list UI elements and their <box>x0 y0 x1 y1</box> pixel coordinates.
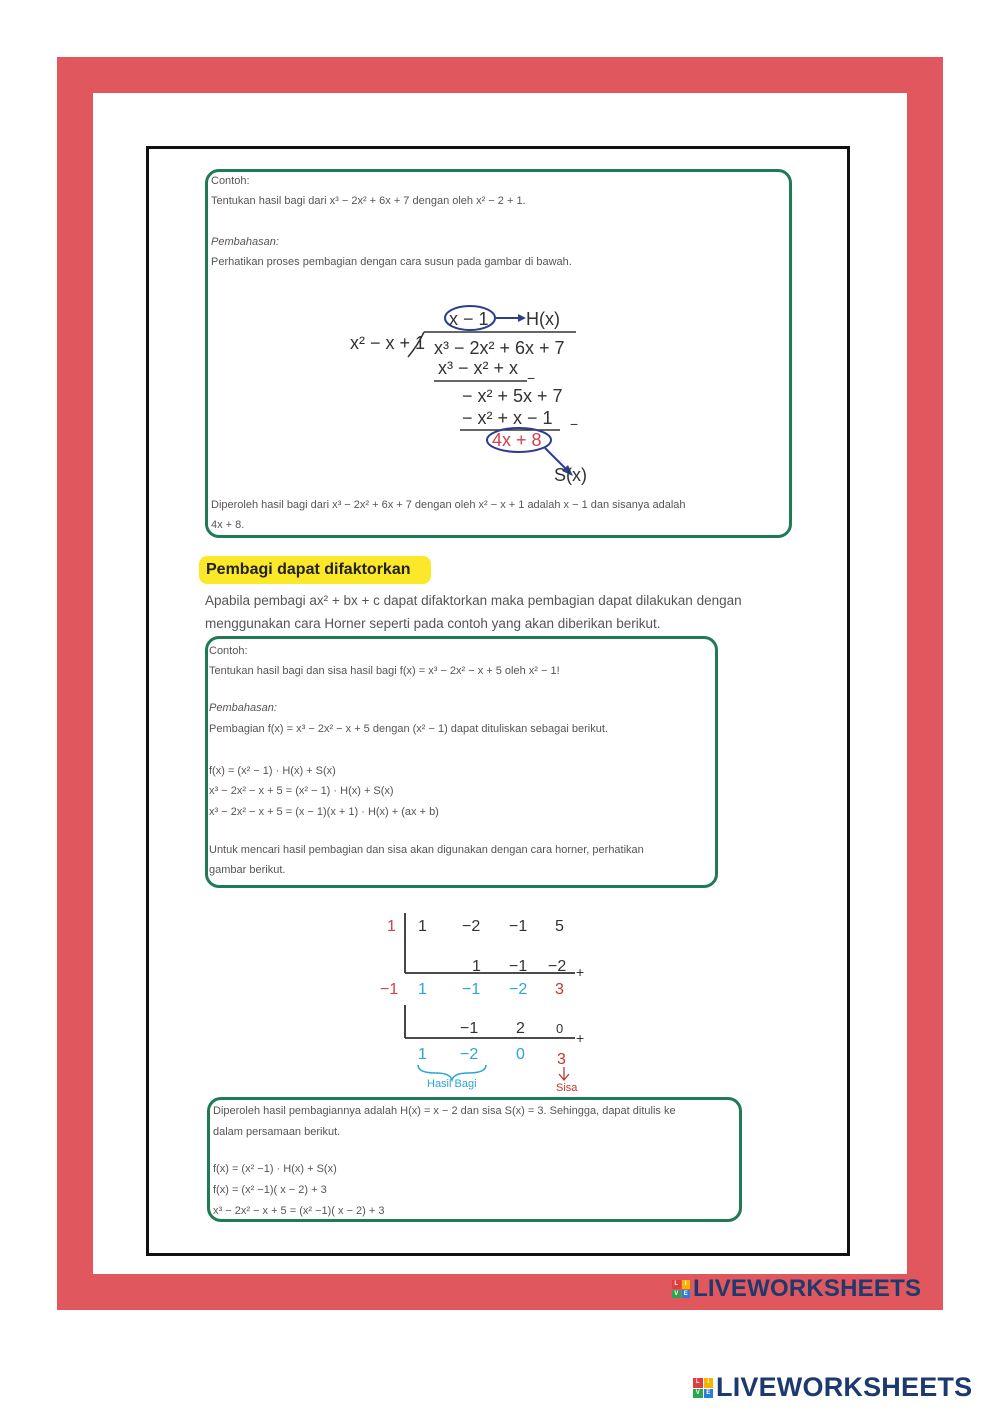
example1-instruction: Perhatikan proses pembagian dengan cara susun pada gambar di bawah. <box>211 256 572 268</box>
conclusion-eq1: f(x) = (x² −1) · H(x) + S(x) <box>213 1163 337 1175</box>
quotient-name: H(x) <box>526 309 560 329</box>
step1-minus-sign: − <box>527 370 536 386</box>
conclusion-eq2: f(x) = (x² −1)( x − 2) + 3 <box>213 1184 327 1196</box>
horner-r1-sum-1: −1 <box>462 981 481 998</box>
horner-plus-2: + <box>576 1030 585 1046</box>
horner-r2-sum-3: 3 <box>557 1051 566 1068</box>
section-paragraph-line2: menggunakan cara Horner seperti pada contoh yang akan diberikan berikut. <box>205 616 661 631</box>
logo-letter-l-bottom: L <box>693 1378 703 1388</box>
horner-r2-prod-0: −1 <box>460 1020 479 1037</box>
horner-r1-sum-3: 3 <box>555 981 564 998</box>
conclusion-line1: Diperoleh hasil pembagiannya adalah H(x) = x − 2 dan sisa S(x) = 3. Sehingga, dapat ditulis ke <box>213 1105 676 1117</box>
horner-r1-prod-1: −1 <box>509 958 528 975</box>
horner-remainder-label: Sisa <box>556 1082 578 1094</box>
logo-letter-i: I <box>682 1280 691 1289</box>
example2-eq2: x³ − 2x² − x + 5 = (x² − 1) · H(x) + S(x) <box>209 785 394 797</box>
logo-letter-v-bottom: V <box>693 1389 703 1399</box>
example1-result-line2: 4x + 8. <box>211 519 245 531</box>
horner-coef-0: 1 <box>418 918 427 935</box>
liveworksheets-watermark-bottom: LIVEWORKSHEETS <box>716 1372 973 1402</box>
horner-figure <box>370 905 600 1097</box>
horner-r2-sum-0: 1 <box>418 1046 427 1063</box>
liveworksheets-logo-icon <box>672 1280 690 1298</box>
example2-eq1: f(x) = (x² − 1) · H(x) + S(x) <box>209 765 336 777</box>
logo-letter-l: L <box>672 1280 681 1289</box>
example2-note-line1: Untuk mencari hasil pembagian dan sisa akan digunakan dengan cara horner, perhatikan <box>209 844 644 856</box>
division-step2: − x² + 5x + 7 <box>462 386 563 406</box>
conclusion-line2: dalam persamaan berikut. <box>213 1126 341 1138</box>
example1-discussion-label: Pembahasan: <box>211 236 279 248</box>
liveworksheets-logo-icon-bottom <box>693 1378 713 1398</box>
horner-r1-sum-2: −2 <box>509 981 528 998</box>
horner-r2-prod-1: 2 <box>516 1020 525 1037</box>
example1-question: Tentukan hasil bagi dari x³ − 2x² + 6x + 7 dengan oleh x² − 2 + 1. <box>211 195 526 207</box>
example2-question: Tentukan hasil bagi dan sisa hasil bagi f(x) = x³ − 2x² − x + 5 oleh x² − 1! <box>209 665 560 677</box>
logo-letter-i-bottom: I <box>704 1378 714 1388</box>
horner-r2-sum-1: −2 <box>460 1046 479 1063</box>
horner-coef-2: −1 <box>509 918 528 935</box>
horner-root1: 1 <box>387 918 396 935</box>
horner-plus-1: + <box>576 964 585 980</box>
horner-coef-3: 5 <box>555 918 564 935</box>
horner-r2-prod-2: 0 <box>556 1021 564 1036</box>
example2-eq3: x³ − 2x² − x + 5 = (x − 1)(x + 1) · H(x) + (ax + b) <box>209 806 439 818</box>
example2-label: Contoh: <box>209 645 248 657</box>
example1-label: Contoh: <box>211 175 250 187</box>
dividend: x³ − 2x² + 6x + 7 <box>434 338 565 358</box>
quotient-arrowhead-icon <box>518 314 526 322</box>
remainder-name: S(x) <box>554 465 587 485</box>
division-step1: x³ − x² + x <box>438 358 519 378</box>
example1-result-line1: Diperoleh hasil bagi dari x³ − 2x² + 6x + 7 dengan oleh x² − x + 1 adalah x − 1 dan sisanya adalah <box>211 499 686 511</box>
horner-r1-sum-0: 1 <box>418 981 427 998</box>
liveworksheets-watermark-frame: LIVEWORKSHEETS <box>693 1275 922 1302</box>
section-paragraph-line1: Apabila pembagi ax² + bx + c dapat difaktorkan maka pembagian dapat dilakukan dengan <box>205 593 742 608</box>
example2-discussion-label: Pembahasan: <box>209 702 277 714</box>
horner-r1-prod-0: 1 <box>472 958 481 975</box>
remainder: 4x + 8 <box>492 430 542 450</box>
horner-r1-prod-2: −2 <box>548 958 567 975</box>
section-heading: Pembagi dapat difaktorkan <box>199 556 431 584</box>
long-division-figure <box>340 295 600 490</box>
quotient: x − 1 <box>449 309 489 329</box>
conclusion-eq3: x³ − 2x² − x + 5 = (x² −1)( x − 2) + 3 <box>213 1205 385 1217</box>
division-step3: − x² + x − 1 <box>462 408 553 428</box>
divisor: x² − x + 1 <box>350 333 426 353</box>
step3-minus-sign: − <box>570 416 579 432</box>
logo-letter-e-bottom: E <box>704 1389 714 1399</box>
logo-letter-e: E <box>682 1290 691 1299</box>
horner-coef-1: −2 <box>462 918 481 935</box>
example2-statement: Pembagian f(x) = x³ − 2x² − x + 5 dengan (x² − 1) dapat dituliskan sebagai berikut. <box>209 723 608 735</box>
horner-r2-sum-2: 0 <box>516 1046 525 1063</box>
horner-quotient-label: Hasil Bagi <box>427 1078 477 1090</box>
example2-note-line2: gambar berikut. <box>209 864 286 876</box>
logo-letter-v: V <box>672 1290 681 1299</box>
horner-root2: −1 <box>380 981 399 998</box>
